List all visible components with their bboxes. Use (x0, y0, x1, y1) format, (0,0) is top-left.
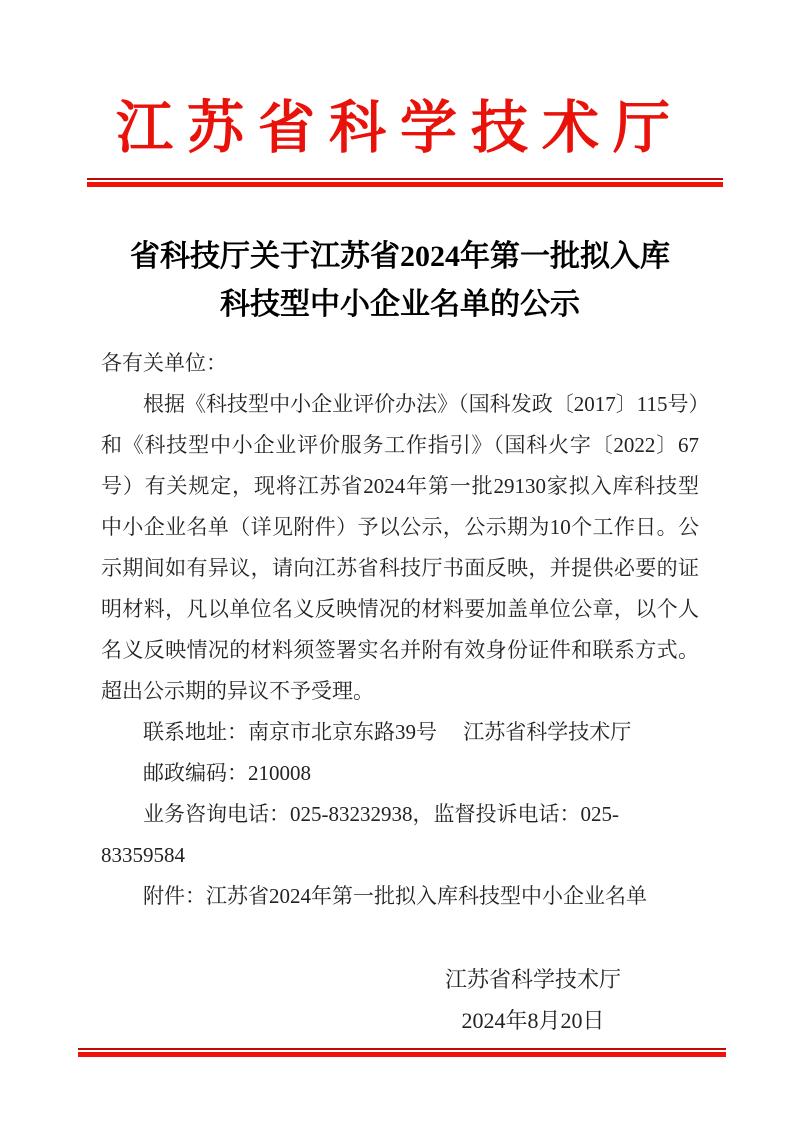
phone-numbers-line: 业务咨询电话：025-83232938，监督投诉电话：025-83359584 (101, 802, 619, 867)
document-title-line-1: 省科技厅关于江苏省2024年第一批拟入库 (130, 240, 670, 273)
postal-code-line: 邮政编码：210008 (143, 761, 311, 785)
contact-address-line: 联系地址：南京市北京东路39号 江苏省科学技术厅 (143, 720, 632, 744)
salutation: 各有关单位： (101, 351, 227, 375)
letterhead-rule (87, 178, 723, 187)
document-body (101, 343, 699, 917)
attachment-line: 附件：江苏省2024年第一批拟入库科技型中小企业名单 (143, 884, 647, 908)
signature-block (333, 959, 733, 1041)
signature-org: 江苏省科学技术厅 (444, 967, 621, 992)
footer-rule (78, 1048, 726, 1057)
document-title (40, 233, 760, 329)
letterhead-rule-thick-line (87, 182, 723, 187)
document-title-line-2: 科技型中小企业名单的公示 (220, 288, 580, 321)
body-paragraph: 根据《科技型中小企业评价办法》（国科发政〔2017〕115号）和《科技型中小企业评价服务工作指引》（国科火字〔2022〕67号）有关规定，现将江苏省2024年第一批29130家拟入库科技型中小企业名单（详见附件）予以公示，公示期为10个工作日。公示期间如有异议，请向江苏省科技厅书面反映，并提供必要的证明材料，凡以单位名义反映情况的材料要加盖单位公章，以个人名义反映情况的材料须签署实名并附有效身份证件和联系方式。超出公示期的异议不予受理。 (101, 392, 699, 703)
letterhead-title: 江苏省科学技术厅 (116, 97, 684, 160)
signature-date: 2024年8月20日 (461, 1008, 605, 1033)
footer-rule-thick-line (78, 1052, 726, 1057)
